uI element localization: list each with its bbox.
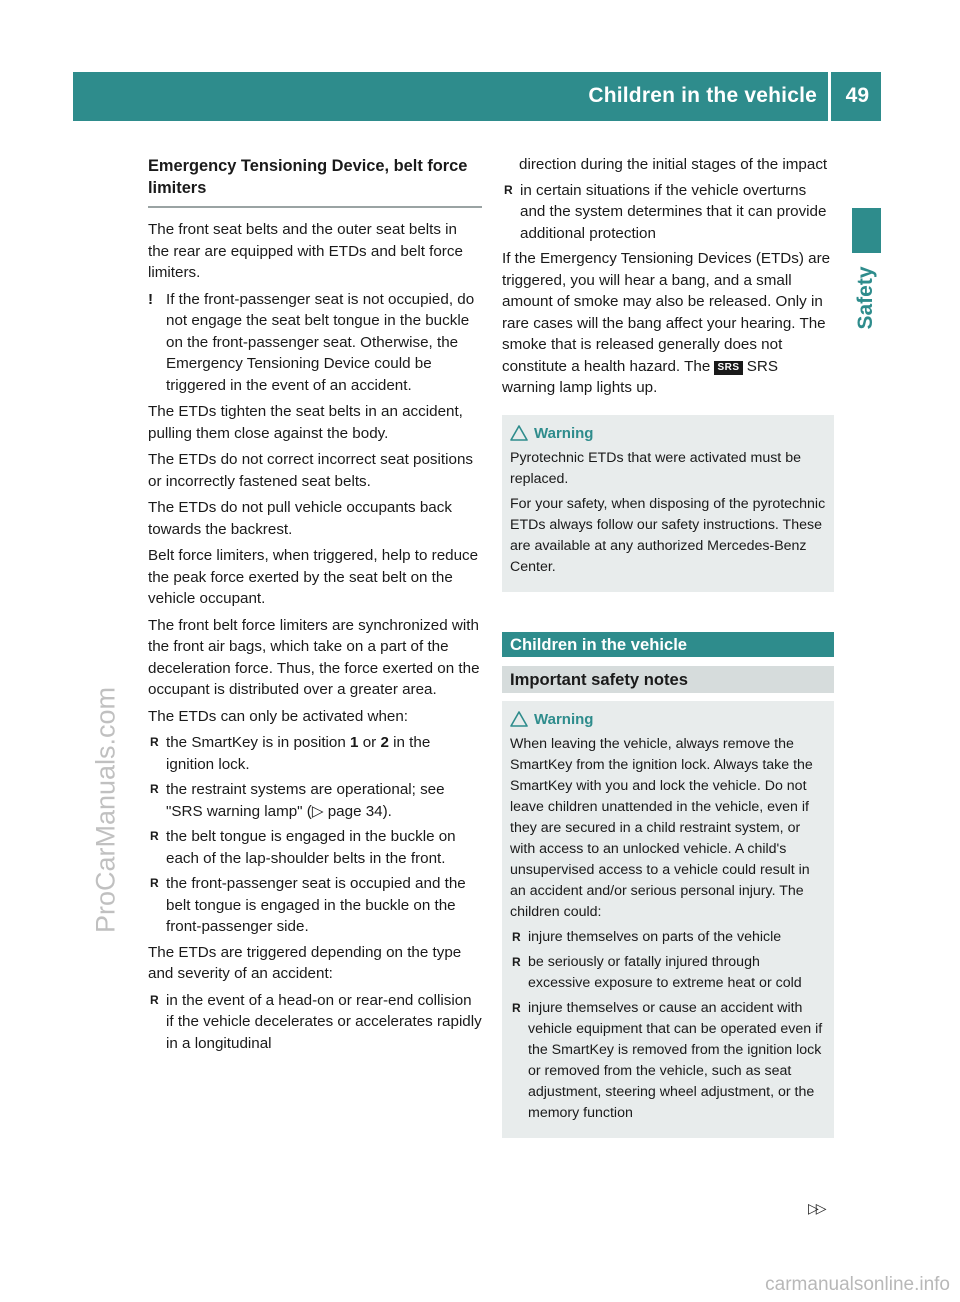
bullet-text: the restraint systems are operational; see "SRS warning lamp" (▷ page 34).	[166, 781, 445, 820]
section-bar: Children in the vehicle	[502, 632, 834, 657]
list-item	[148, 826, 482, 869]
warning-title-text: Warning	[534, 424, 594, 442]
right-column	[502, 154, 834, 1138]
bullet-text: in the ignition lock.	[166, 734, 431, 773]
list-item	[510, 927, 826, 948]
bullet-icon: R	[150, 876, 159, 890]
bullet-text: the front-passenger seat is occupied and the belt tongue is engaged in the buckle on the front-passenger side.	[166, 875, 466, 935]
warning-box	[502, 415, 834, 592]
list-item	[502, 180, 834, 245]
bullet-text: the SmartKey is in position	[166, 734, 351, 751]
paragraph: The ETDs are triggered depending on the type and severity of an accident:	[148, 943, 462, 982]
paragraph: The ETDs do not pull vehicle occupants back towards the backrest.	[148, 499, 452, 538]
side-label: Safety	[854, 266, 877, 330]
bullet-icon: R	[512, 1000, 521, 1015]
bullet-text: be seriously or fatally injured through excessive exposure to extreme heat or cold	[528, 953, 802, 991]
bullet-icon: R	[150, 829, 159, 843]
bullet-text: in the event of a head-on or rear-end collision if the vehicle decelerates or accelerates rapidly in a longitudinal	[166, 991, 482, 1052]
paragraph: The ETDs do not correct incorrect seat positions or incorrectly fastened seat belts.	[148, 451, 473, 490]
paragraph	[502, 248, 834, 399]
section-heading: Emergency Tensioning Device, belt force limiters	[148, 155, 482, 208]
subsection-bar: Important safety notes	[502, 666, 834, 693]
bullet-text: in certain situations if the vehicle overturns and the system determines that it can provide additional protection	[520, 181, 827, 242]
bullet-icon: R	[512, 929, 521, 944]
list-item	[148, 990, 482, 1055]
srs-warning-icon: SRS	[714, 361, 742, 375]
warning-title	[510, 709, 826, 730]
paragraph: The front belt force limiters are synchronized with the front air bags, which take on a part of the deceleration force. Thus, the force exerted on the occupant is distributed over a greater area.	[148, 616, 480, 698]
warning-box	[502, 701, 834, 1138]
warning-text: For your safety, when disposing of the pyrotechnic ETDs always follow our safety instructions. These are available at any authorized Mercedes-Benz Center.	[510, 495, 826, 575]
warning-triangle-icon	[510, 425, 528, 441]
bullet-icon: R	[150, 782, 159, 796]
paragraph: The ETDs can only be activated when:	[148, 707, 409, 725]
bullet-text: the belt tongue is engaged in the buckle on each of the lap-shoulder belts in the front.	[166, 828, 456, 867]
warning-text: Pyrotechnic ETDs that were activated must be replaced.	[510, 449, 801, 487]
list-item	[148, 779, 482, 822]
bullet-icon: R	[150, 735, 159, 749]
position-2: 2	[380, 734, 389, 751]
warning-title-text: Warning	[534, 710, 594, 728]
side-tab	[852, 208, 881, 253]
bullet-icon: R	[504, 182, 513, 197]
warning-text: When leaving the vehicle, always remove the SmartKey from the ignition lock. Always take the SmartKey with you and lock the vehicle. Do not leave children unattended in the vehicle, even if they are secured in a child restraint system, or with access to an unlocked vehicle. A child's unsupervised access to a vehicle could result in an accident and/or serious personal injury. The children could:	[510, 735, 813, 920]
bullet-text: injure themselves or cause an accident with vehicle equipment that can be operated even if the SmartKey is removed from the ignition lock or removed from the vehicle, such as seat adjustment, steering wheel adjustment, or the memory function	[528, 999, 823, 1121]
list-item	[510, 998, 826, 1124]
warning-triangle-icon	[510, 711, 528, 727]
list-item	[510, 952, 826, 994]
list-item	[148, 732, 482, 775]
watermark-bottom: carmanualsonline.info	[765, 1274, 950, 1295]
header-separator	[828, 72, 831, 121]
header-title: Children in the vehicle	[588, 84, 817, 107]
left-column	[148, 155, 482, 1058]
paragraph-text: If the Emergency Tensioning Devices (ETDs) are triggered, you will hear a bang, and a small amount of smoke may also be released. Only in rare cases will the bang affect your hearing. The smoke that is released generally does not constitute a health hazard. The	[502, 250, 831, 375]
note-text: If the front-passenger seat is not occupied, do not engage the seat belt tongue in the buckle on the front-passenger seat. Otherwise, the Emergency Tensioning Device could be triggered in the event of an accident.	[166, 290, 475, 394]
watermark-side: ProCarManuals.com	[90, 686, 121, 934]
bullet-icon: R	[150, 992, 159, 1007]
next-page-arrows-icon: ▷▷	[808, 1200, 824, 1216]
paragraph: Belt force limiters, when triggered, help to reduce the peak force exerted by the seat belt on the vehicle occupant.	[148, 547, 479, 607]
list-item	[148, 873, 482, 938]
paragraph-text: SRS warning lamp lights up.	[502, 357, 778, 396]
page-number: 49	[845, 84, 869, 107]
note	[148, 289, 482, 397]
paragraph: The front seat belts and the outer seat belts in the rear are equipped with ETDs and belt force limiters.	[148, 221, 463, 281]
position-1: 1	[350, 734, 359, 751]
continued-text: direction during the initial stages of the impact	[519, 156, 828, 173]
bullet-text: injure themselves on parts of the vehicle	[528, 928, 782, 945]
header-bar	[73, 72, 881, 121]
exclamation-icon: !	[148, 290, 154, 308]
paragraph: The ETDs tighten the seat belts in an accident, pulling them close against the body.	[148, 403, 463, 442]
bullet-text: or	[358, 734, 381, 751]
bullet-icon: R	[512, 954, 521, 969]
warning-title	[510, 423, 826, 444]
